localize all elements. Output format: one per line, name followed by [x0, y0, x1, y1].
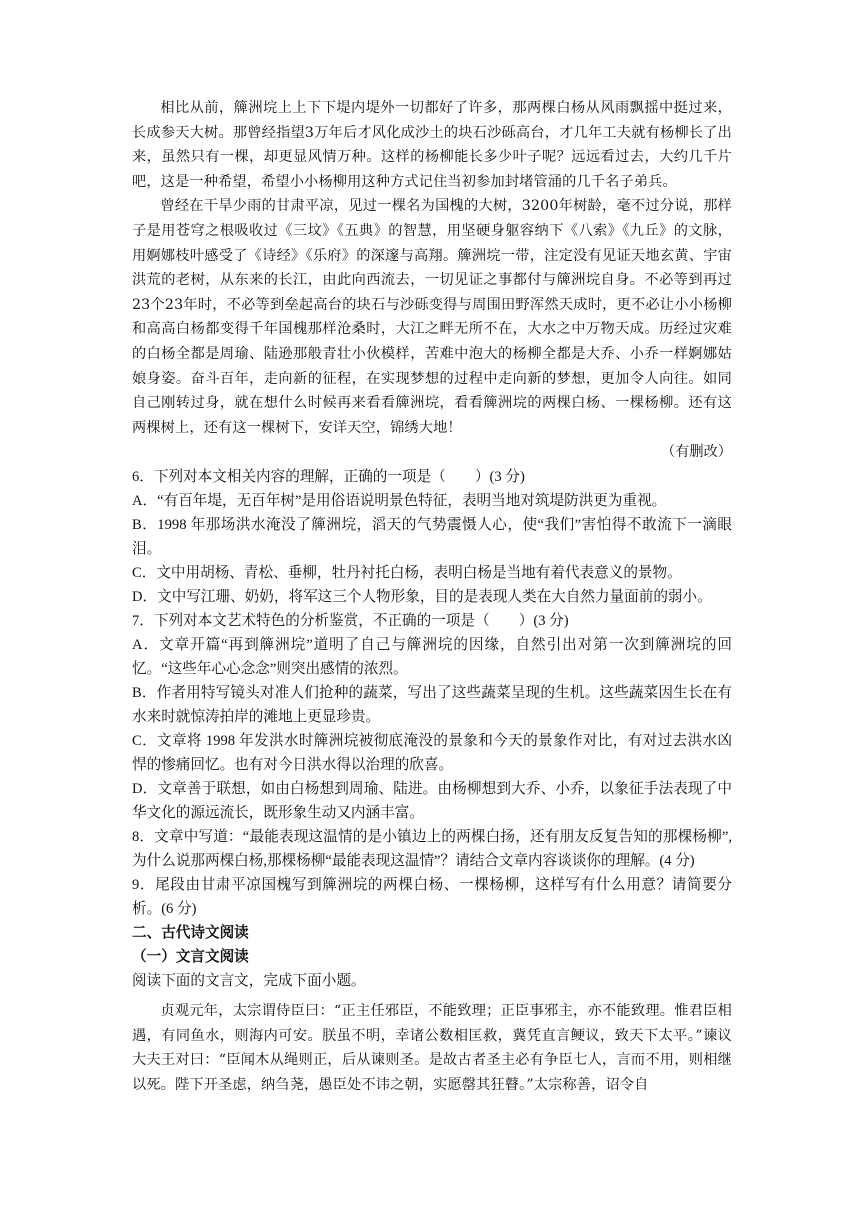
revision-note: （有删改）: [661, 444, 732, 461]
option-b: B．1998 年那场洪水淹没了簰洲垸，滔天的气势震慑人心，使“我们”害怕得不敢流下一滴眼泪。: [132, 516, 732, 557]
question-9: [132, 873, 732, 921]
passage-paragraph: 曾经在干旱少雨的甘肃平凉，见过一棵名为国槐的大树，3200年树龄，毫不过分说，那样子是用苍穹之根吸收过《三坟》《五典》的智慧，用坚硬身躯容纳下《八索》《九丘》的文脉，用婀娜枝叶感受了《诗经》《乐府》的深邃与高翔。簰洲垸一带，注定没有见证天地玄黄、宇宙洪荒的老树，从东来的长江，由此向西流去，一切见证之事都付与簰洲垸自身。不必等到再过23个23年时，不必等到垒起高台的块石与沙砾变得与周围田野浑然天成时，更不必让小小杨柳和高高白杨都变得千年国槐那样沧桑时，大江之畔无所不在，大水之中万物天成。历经过灾难的白杨全都是周瑜、陆逊那般青壮小伙模样，苦难中泡大的杨柳全都是大乔、小乔一样婀娜姑娘身姿。奋斗百年，走向新的征程，在实现梦想的过程中走向新的梦想，更加令人向往。如同自己刚转过身，就在想什么时候再来看看簰洲垸，看看簰洲垸的两棵白杨、一棵杨柳。还有这两棵树上，还有这一棵树下，安详天空，锦绣大地！: [132, 198, 732, 436]
option-c: C．文中用胡杨、青松、垂柳，牡丹衬托白杨，表明白杨是当地有着代表意义的景物。: [132, 564, 682, 581]
option-b: B．作者用特写镜头对准人们抢种的蔬菜，写出了这些蔬菜呈现的生机。这些蔬菜因生长在有水来时就惊涛拍岸的滩地上更显珍贵。: [132, 684, 732, 725]
passage-paragraph: 相比从前，簰洲垸上上下下堤内堤外一切都好了许多，那两棵白杨从风雨飘摇中挺过来，长成参天大树。那曾经指望3万年后才风化成沙土的块石沙砾高台，才几年工夫就有杨柳长了出来，虽然只有一棵，却更显风情万种。这样的杨柳能长多少叶子呢？远远看过去，大约几千片吧，这是一种希望，希望小小杨柳用这种方式记住当初参加封堵管涌的几千名子弟兵。: [132, 100, 732, 190]
question-stem: 9．尾段由甘肃平凉国槐写到簰洲垸的两棵白杨、一棵杨柳，这样写有什么用意？请简要分析。(6 分): [132, 876, 732, 917]
question-stem: 8．文章中写道：“最能表现这温情的是小镇边上的两棵白扬，还有朋友反复告知的那棵杨柳”,为什么说那两棵白杨,那棵杨柳“最能表现这温情”？请结合文章内容谈谈你的理解。(4 分): [132, 828, 732, 869]
question-7: [132, 609, 732, 825]
option-c: C．文章将 1998 年发洪水时簰洲垸被彻底淹没的景象和今天的景象作对比，有对过去洪水凶悍的惨痛回忆。也有对今日洪水得以治理的欣喜。: [132, 732, 732, 773]
ancient-text: 贞观元年，太宗谓侍臣曰：“正主任邪臣，不能致理；正臣事邪主，亦不能致理。惟君臣相遇，有同鱼水，则海内可安。朕虽不明，幸诸公数相匡救，冀凭直言鲠议，致天下太平。”谏议大夫王对曰：“臣闻木从绳则正，后从谏则圣。是故古者圣主必有争臣七人，言而不用，则相继以死。陛下开圣虑，纳刍荛，愚臣处不讳之朝，实愿罄其狂瞽。”太宗称善，诏令自: [132, 1002, 732, 1093]
section-instruction: 阅读下面的文言文，完成下面小题。: [132, 972, 366, 989]
section-heading: 二、古代诗文阅读: [132, 923, 249, 941]
option-a: A．文章开篇“再到簰洲垸”道明了自己与簰洲垸的因缘，自然引出对第一次到簰洲垸的回忆。“这些年心心念念”则突出感情的浓烈。: [132, 636, 732, 677]
question-8: [132, 825, 732, 873]
option-a: A．“有百年堤，无百年树”是用俗语说明景色特征，表明当地对筑堤防洪更为重视。: [132, 492, 667, 509]
reading-passage: [132, 96, 732, 465]
option-d: D．文中写江珊、奶奶，将军这三个人物形象，目的是表现人类在大自然力量面前的弱小。: [132, 588, 712, 605]
question-stem: 7．下列对本文艺术特色的分析鉴赏，不正确的一项是（ ）(3 分): [132, 612, 569, 629]
section-subheading: （一）文言文阅读: [132, 947, 249, 965]
ancient-text-block: [132, 999, 732, 1097]
section-ancient-poetry: [132, 921, 732, 1097]
option-d: D．文章善于联想，如由白杨想到周瑜、陆进。由杨柳想到大乔、小乔，以象征手法表现了中华文化的源远流长，既形象生动又内涵丰富。: [132, 780, 732, 821]
question-stem: 6．下列对本文相关内容的理解，正确的一项是（ ）(3 分): [132, 468, 525, 485]
question-6: [132, 465, 732, 609]
